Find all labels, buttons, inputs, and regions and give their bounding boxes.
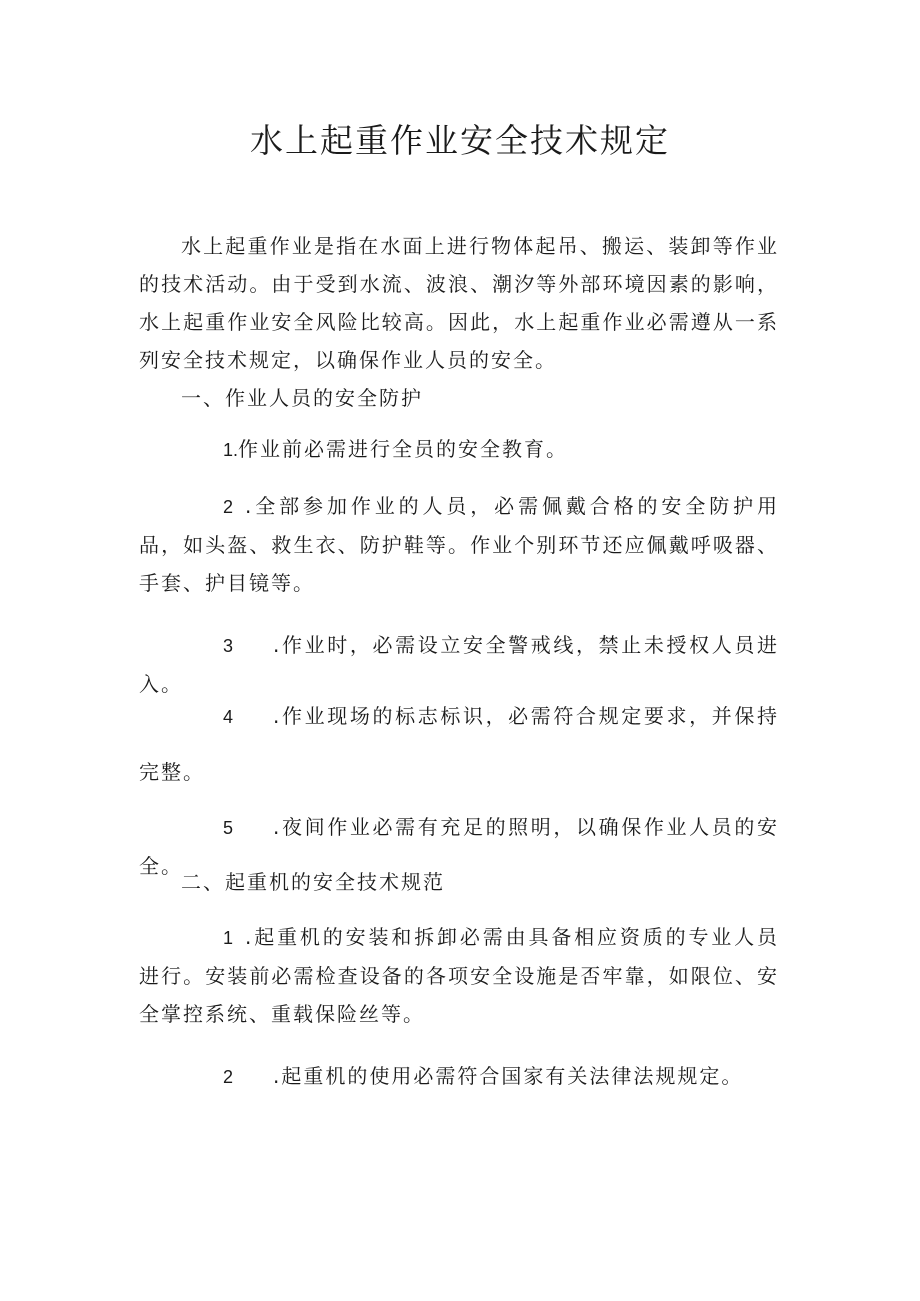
item-number: 1. <box>223 440 239 460</box>
item-text: .作业时，必需设立安全警戒线，禁止未授权人员进入。 <box>139 633 779 696</box>
item-text: .全部参加作业的人员，必需佩戴合格的安全防护用品，如头盔、救生衣、防护鞋等。作业个别环节还应佩戴呼吸器、手套、护目镜等。 <box>139 494 779 595</box>
item-number: 5 <box>223 818 234 838</box>
item-text: .夜间作业必需有充足的照明，以确保作业人员的安全。 <box>139 815 779 878</box>
item-number: 3 <box>223 636 234 656</box>
section1-heading: 一、作业人员的安全防护 <box>181 386 423 410</box>
intro-paragraph: 水上起重作业是指在水面上进行物体起吊、搬运、装卸等作业的技术活动。由于受到水流、波浪、潮汐等外部环境因素的影响，水上起重作业安全风险比较高。因此，水上起重作业必需遵从一系列安全技术规定，以确保作业人员的安全。 <box>139 234 779 372</box>
item-number: 1 <box>223 928 234 948</box>
item-number: 2 <box>223 497 234 517</box>
item-text: .起重机的使用必需符合国家有关法律法规规定。 <box>273 1064 744 1088</box>
section1-item-1 <box>139 430 779 469</box>
item-text: 作业前必需进行全员的安全教育。 <box>238 437 569 461</box>
item-number: 4 <box>223 707 234 727</box>
item-number: 2 <box>223 1067 234 1087</box>
document-title: 水上起重作业安全技术规定 <box>250 121 670 160</box>
section2-item-1 <box>139 918 779 1033</box>
section2-item-2 <box>139 1057 779 1096</box>
section1-item-4 <box>139 689 779 800</box>
section2-heading: 二、起重机的安全技术规范 <box>181 870 445 894</box>
item-text: .起重机的安装和拆卸必需由具备相应资质的专业人员进行。安装前必需检查设备的各项安全设施是否牢靠，如限位、安全掌控系统、重载保险丝等。 <box>139 925 779 1026</box>
item-text: .作业现场的标志标识，必需符合规定要求，并保持完整。 <box>139 704 779 784</box>
section1-item-2 <box>139 487 779 602</box>
